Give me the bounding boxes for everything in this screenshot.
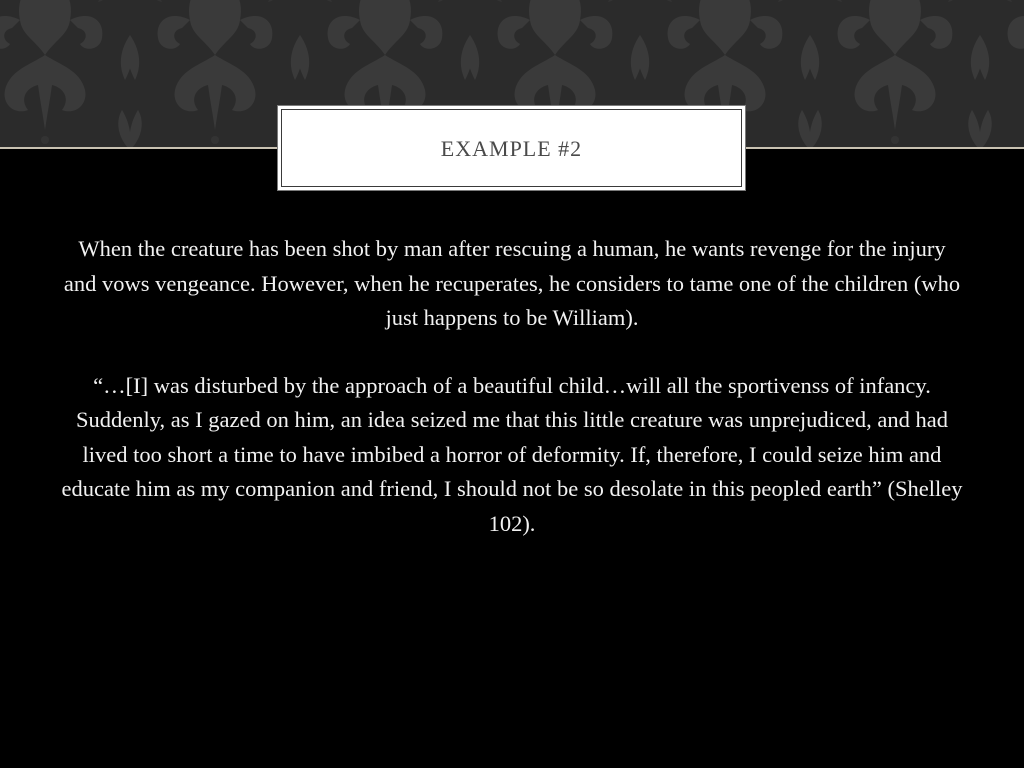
slide-title: EXAMPLE #2 [440, 136, 583, 161]
slide-body [60, 232, 964, 541]
body-paragraph: When the creature has been shot by man after rescuing a human, he wants revenge for the injury and vows vengeance. However, when he recuperates, he considers to tame one of the children (who just happens to be William). [63, 236, 961, 330]
title-box [277, 105, 746, 191]
quote-paragraph: “…[I] was disturbed by the approach of a beautiful child…will all the sportivenss of infancy. Suddenly, as I gazed on him, an idea seized me that this little creature was unprejudiced, and had lived too short a time to have imbibed a horror of deformity. If, therefore, I could seize him and educate him as my companion and friend, I should not be so desolate in this peopled earth” (Shelley 102). [61, 372, 963, 536]
title-box-inner-border [281, 109, 742, 187]
